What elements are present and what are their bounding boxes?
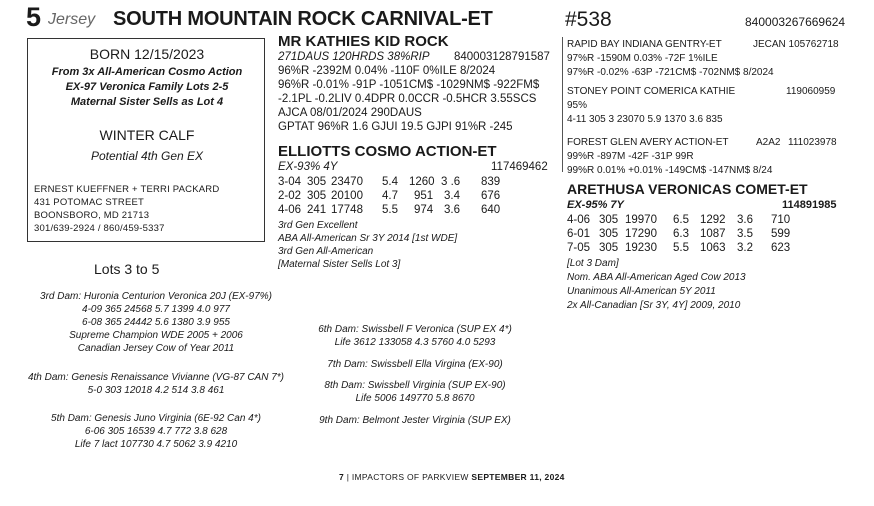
dam-sire-id: 111023978 [788,137,837,148]
dam-record: 5-0 303 12018 4.2 514 3.8 461 [87,385,225,396]
record-protein-pct: 3.4 [444,190,460,202]
publication-title: IMPACTORS OF PARKVIEW [351,472,469,482]
record-age: 2-02 [278,190,302,202]
catalog-number: #538 [565,8,612,31]
dam-sire-proof: 99%R 0.01% +0.01% -149CM$ -147NM$ 8/24 [567,165,773,176]
lot-number: 5 [26,2,42,32]
dam-title: 7th Dam: Swissbell Ella Virgina (EX-90) [327,359,503,370]
dam-record: 6-08 365 24442 5.6 1380 3.9 955 [82,317,230,328]
record-fat: 1087 [700,228,726,240]
sire-proof-line: AJCA 08/01/2024 290DAUS [278,107,422,119]
dam-name: ELLIOTTS COSMO ACTION-ET [278,143,497,160]
sire-sire-name: RAPID BAY INDIANA GENTRY-ET [567,39,722,50]
dam-record: Supreme Champion WDE 2005 + 2006 [69,330,243,341]
sire-sire-proof: 97%R -0.02% -63P -721CM$ -702NM$ 8/2024 [567,67,774,78]
record-fat-pct: 5.5 [673,242,689,254]
owner-line: ERNEST KUEFFNER + TERRI PACKARD [34,184,220,195]
dam-dam-name: ARETHUSA VERONICAS COMET-ET [567,181,808,197]
record-age: 3-04 [278,176,302,188]
record-milk: 17290 [625,228,657,240]
record-protein: 599 [771,228,791,240]
sire-sire-proof: 97%R -1590M 0.03% -72F 1%ILE [567,53,718,64]
record-milk: 20100 [331,190,363,202]
sire-proof-line: GPTAT 96%R 1.6 GJUI 19.5 GJPI 91%R -245 [278,121,513,133]
record-fat: 1292 [700,214,726,226]
sire-dam-id: 119060959 [786,86,836,97]
page-number: 7 [339,472,345,482]
record-days: 241 [307,204,327,216]
dam-dam-note: [Lot 3 Dam] [567,258,619,269]
sire-proof-line: 96%R -2392M 0.04% -110F 0%ILE 8/2024 [278,65,496,77]
sire-sire-id: JECAN 105762718 [753,39,839,50]
record-protein-pct: 3.6 [737,214,753,226]
record-days: 305 [307,190,327,202]
column-divider [562,37,563,172]
dam-note: ABA All-American Sr 3Y 2014 [1st WDE] [278,233,458,244]
record-fat: 951 [414,190,434,202]
pedigree-9th-dam [300,414,530,427]
pedigree-3rd-dam [15,290,297,355]
box-note: EX-97 Veronica Family Lots 2-5 [65,81,229,93]
record-days: 305 [599,228,619,240]
registration-id: 840003267669624 [745,15,846,29]
dam-record: Life 5006 149770 5.8 8670 [355,393,475,404]
dam-record: Canadian Jersey Cow of Year 2011 [77,343,235,354]
owner-line: BOONSBORO, MD 21713 [34,210,150,221]
pedigree-4th-dam [15,371,297,397]
dam-title: 3rd Dam: Huronia Centurion Veronica 20J (EX-97%) [40,291,272,302]
record-milk: 23470 [331,176,363,188]
sire-dam-name: STONEY POINT COMERICA KATHIE [567,86,736,97]
pedigree-6th-dam [300,323,530,349]
dam-note: 3rd Gen All-American [278,246,374,257]
record-age: 7-05 [567,242,591,254]
pedigree-5th-dam [15,412,297,451]
record-age: 4-06 [278,204,302,216]
record-protein: 640 [481,204,501,216]
record-fat: 1063 [700,242,726,254]
dam-dam-note: Unanimous All-American 5Y 2011 [567,286,716,297]
record-milk: 19970 [625,214,657,226]
dam-record: 4-09 365 24568 5.7 1399 4.0 977 [82,304,230,315]
publication-date: SEPTEMBER 11, 2024 [471,472,565,482]
owner-line: 431 POTOMAC STREET [34,197,145,208]
record-protein-pct: 3.2 [737,242,753,254]
record-protein-pct: 3.5 [737,228,753,240]
sire-dam-record: 95% [567,100,588,111]
box-note: Maternal Sister Sells as Lot 4 [70,96,224,108]
dam-title: 8th Dam: Swissbell Virginia (SUP EX-90) [324,380,506,391]
class-label: WINTER CALF [99,127,195,143]
dam-sire-proof: 99%R -897M -42F -31P 99R [567,151,694,162]
record-protein: 710 [771,214,791,226]
lots-label: Lots 3 to 5 [94,261,160,277]
dam-title: 4th Dam: Genesis Renaissance Vivianne (VG-87 CAN 7*) [27,372,285,383]
sire-proof-line: -2.1PL -0.2LIV 0.4DPR 0.0CCR -0.5HCR 3.55SCS [278,93,537,105]
birth-date: BORN 12/15/2023 [89,46,205,62]
dam-record: Life 7 lact 107730 4.7 5062 3.9 4210 [74,439,238,450]
record-milk: 17748 [331,204,363,216]
dam-dam-note: 2x All-Canadian [Sr 3Y, 4Y] 2009, 2010 [567,300,741,311]
dam-sire-name: FOREST GLEN AVERY ACTION-ET [567,137,729,148]
record-fat-pct: 5.4 [382,176,398,188]
dam-dam-note: Nom. ABA All-American Aged Cow 2013 [567,272,746,283]
dam-score: EX-93% 4Y [278,161,338,173]
dam-record: 6-06 305 16539 4.7 772 3.8 628 [84,426,228,437]
sire-dam-record: 4-11 305 3 23070 5.9 1370 3.6 835 [567,114,723,125]
record-days: 305 [599,242,619,254]
dam-dam-score: EX-95% 7Y [567,199,624,211]
sire-id: 840003128791587 [454,51,550,63]
info-box [27,38,265,242]
pedigree-8th-dam [300,379,530,405]
dam-record: Life 3612 133058 4.3 5760 4.0 5293 [334,337,496,348]
animal-name: SOUTH MOUNTAIN ROCK CARNIVAL-ET [113,8,493,30]
footer-separator: | [346,472,350,482]
record-milk: 19230 [625,242,657,254]
dam-dam-id: 114891985 [782,199,837,211]
sire-name: MR KATHIES KID ROCK [278,33,449,50]
record-protein: 839 [481,176,501,188]
page-footer [339,472,565,482]
dam-sire-code: A2A2 [756,137,781,148]
record-fat-pct: 6.3 [673,228,689,240]
dam-note: [Maternal Sister Sells Lot 3] [278,259,401,270]
dam-title: 5th Dam: Genesis Juno Virginia (6E-92 Can 4*) [51,413,261,424]
record-protein: 676 [481,190,501,202]
record-fat-pct: 5.5 [382,204,398,216]
record-age: 4-06 [567,214,591,226]
record-protein: 623 [771,242,791,254]
dam-title: 6th Dam: Swissbell F Veronica (SUP EX 4*) [318,324,512,335]
dam-id: 117469462 [491,161,548,173]
owner-line: 301/639-2924 / 860/459-5337 [34,223,165,234]
breed-label: Jersey [48,11,96,28]
dam-title: 9th Dam: Belmont Jester Virginia (SUP EX) [319,415,511,426]
box-note: From 3x All-American Cosmo Action [51,66,243,78]
record-days: 305 [307,176,327,188]
sire-proof-line: 96%R -0.01% -91P -1051CM$ -1029NM$ -922FM$ [278,79,540,91]
record-protein-pct: 3 .6 [441,176,461,188]
potential-label: Potential 4th Gen EX [90,149,204,163]
record-fat: 1260 [409,176,435,188]
record-age: 6-01 [567,228,591,240]
record-fat-pct: 4.7 [382,190,398,202]
pedigree-7th-dam [300,358,530,371]
record-fat-pct: 6.5 [673,214,689,226]
record-days: 305 [599,214,619,226]
dam-note: 3rd Gen Excellent [278,220,358,231]
record-protein-pct: 3.6 [444,204,460,216]
record-fat: 974 [414,204,434,216]
sire-daughters: 271DAUS 120HRDS 38%RIP [278,51,430,63]
